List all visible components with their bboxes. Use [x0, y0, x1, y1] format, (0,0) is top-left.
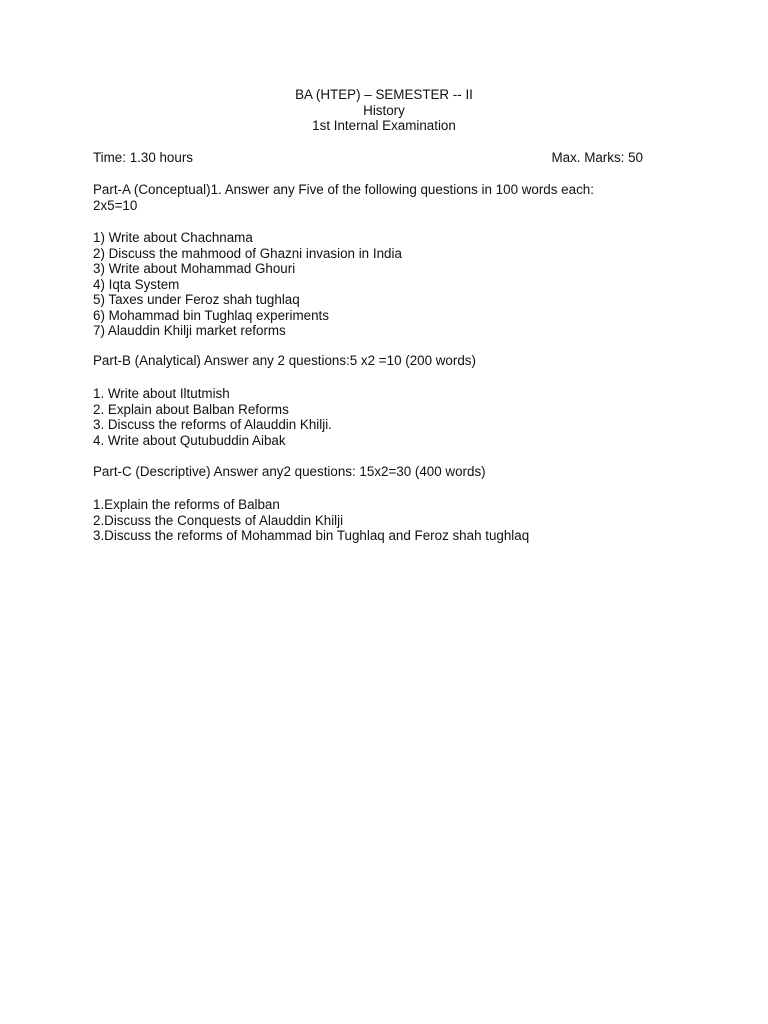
exam-time: Time: 1.30 hours [93, 150, 193, 165]
question-item: 3. Discuss the reforms of Alauddin Khilji. [93, 417, 332, 432]
part-a-heading [93, 182, 653, 213]
exam-max-marks: Max. Marks: 50 [551, 150, 643, 165]
part-a-marks: 2x5=10 [93, 197, 138, 213]
part-c-instructions: Part-C (Descriptive) Answer any2 questions: 15x2=30 (400 words) [93, 464, 486, 479]
question-item: 2) Discuss the mahmood of Ghazni invasion in India [93, 245, 402, 261]
part-a-instructions: Part-A (Conceptual)1. Answer any Five of the following questions in 100 words each: [93, 182, 594, 197]
question-item: 1.Explain the reforms of Balban [93, 497, 280, 512]
exam-header [0, 87, 768, 134]
question-item: 4. Write about Qutubuddin Aibak [93, 432, 286, 448]
question-item: 6) Mohammad bin Tughlaq experiments [93, 307, 329, 323]
question-item: 7) Alauddin Khilji market reforms [93, 323, 286, 338]
course-title: BA (HTEP) – SEMESTER -- II [295, 87, 473, 102]
exam-title: 1st Internal Examination [312, 118, 456, 133]
question-item: 1) Write about Chachnama [93, 230, 253, 245]
question-item: 1. Write about Iltutmish [93, 386, 230, 401]
question-item: 3.Discuss the reforms of Mohammad bin Tughlaq and Feroz shah tughlaq [93, 528, 530, 543]
part-a-questions [93, 230, 653, 339]
part-b-instructions: Part-B (Analytical) Answer any 2 questions:5 x2 =10 (200 words) [93, 353, 476, 368]
question-item: 2.Discuss the Conquests of Alauddin Khilji [93, 512, 344, 528]
question-item: 5) Taxes under Feroz shah tughlaq [93, 292, 300, 307]
exam-meta [93, 150, 643, 166]
part-b-questions [93, 386, 653, 448]
subject-title: History [363, 102, 405, 118]
question-item: 4) Iqta System [93, 276, 180, 292]
question-item: 3) Write about Mohammad Ghouri [93, 261, 296, 276]
part-c-questions [93, 497, 653, 544]
question-item: 2. Explain about Balban Reforms [93, 401, 289, 417]
part-c-heading [93, 464, 653, 480]
part-b-heading [93, 353, 653, 369]
